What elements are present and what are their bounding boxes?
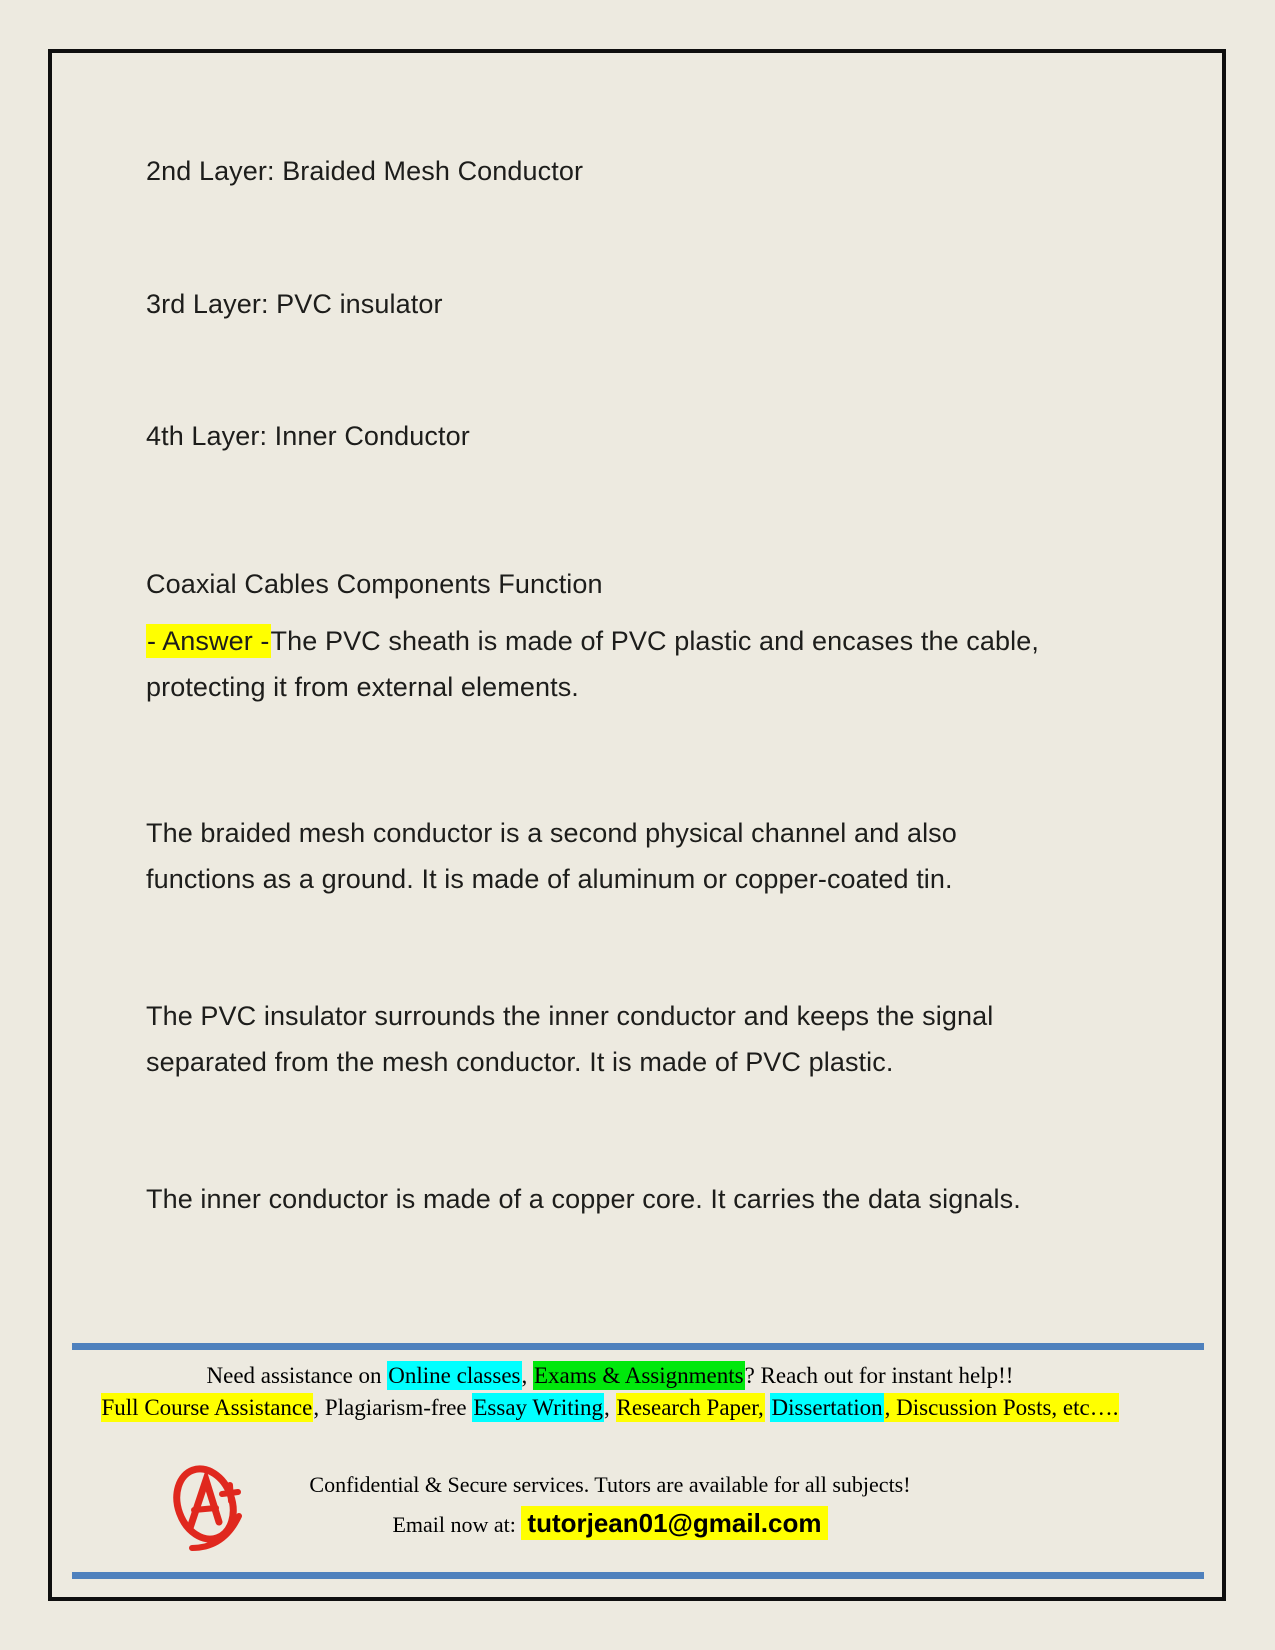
paragraph-braided-mesh [146,810,1136,902]
text-segment: functions as a ground. It is made of aluminum or copper-coated tin. [146,864,953,894]
text-segment: ? Reach out for instant help!! [744,1363,1014,1388]
text-segment: , Plagiarism-free [313,1395,473,1420]
text-segment: , [604,1395,616,1420]
footer-top-divider [72,1343,1204,1350]
text-segment: separated from the mesh conductor. It is made of PVC plastic. [146,1047,894,1077]
text-segment: Online classes [388,1363,521,1388]
text-line [146,856,1136,902]
text-segment: The braided mesh conductor is a second physical channel and also [146,818,957,848]
text-segment: , Discussion Posts, etc…. [884,1395,1119,1420]
text-line [146,993,1136,1039]
paragraph-answer-pvc-sheath [146,618,1136,710]
email-address[interactable]: tutorjean01@gmail.com [521,1506,827,1540]
text-line [146,281,1136,327]
paragraph-inner-conductor [146,1176,1136,1222]
footer-assistance-line [0,1363,1220,1389]
text-segment: Research Paper, [616,1395,764,1420]
text-segment: The PVC sheath is made of PVC plastic and encases the cable, [270,626,1039,656]
text-segment: Need assistance on [206,1363,388,1388]
text-segment: Coaxial Cables Components Function [146,569,603,599]
text-line [146,413,1136,459]
text-line [146,618,1136,664]
text-segment: protecting it from external elements. [146,672,579,702]
text-line [146,664,1136,710]
text-segment: Dissertation [771,1395,883,1420]
text-segment: 4th Layer: Inner Conductor [146,421,470,451]
text-segment: Full Course Assistance [101,1395,313,1420]
email-prefix-label: Email now at: [392,1512,516,1537]
text-segment: The PVC insulator surrounds the inner conductor and keeps the signal [146,1001,994,1031]
text-segment: 3rd Layer: PVC insulator [146,289,443,319]
paragraph-layer-2 [146,148,1136,194]
text-line [146,148,1136,194]
paragraph-layer-4 [146,413,1136,459]
footer-confidential-line: Confidential & Secure services. Tutors are available for all subjects! [309,1472,911,1497]
paragraph-components-heading [146,561,1136,607]
text-line [146,561,1136,607]
text-segment: - Answer - [147,626,270,656]
text-line [146,1176,1136,1222]
text-segment: 2nd Layer: Braided Mesh Conductor [146,156,584,186]
paragraph-pvc-insulator [146,993,1136,1085]
text-line [146,1039,1136,1085]
text-segment: The inner conductor is made of a copper core. It carries the data signals. [146,1184,1021,1214]
text-segment: Exams & Assignments [534,1363,744,1388]
footer-services-line [0,1395,1220,1421]
footer-email-line [0,1508,1220,1539]
text-segment: , [521,1363,533,1388]
paragraph-layer-3 [146,281,1136,327]
footer-bottom-divider [72,1572,1204,1579]
text-line [146,810,1136,856]
text-segment: Essay Writing [473,1395,603,1420]
